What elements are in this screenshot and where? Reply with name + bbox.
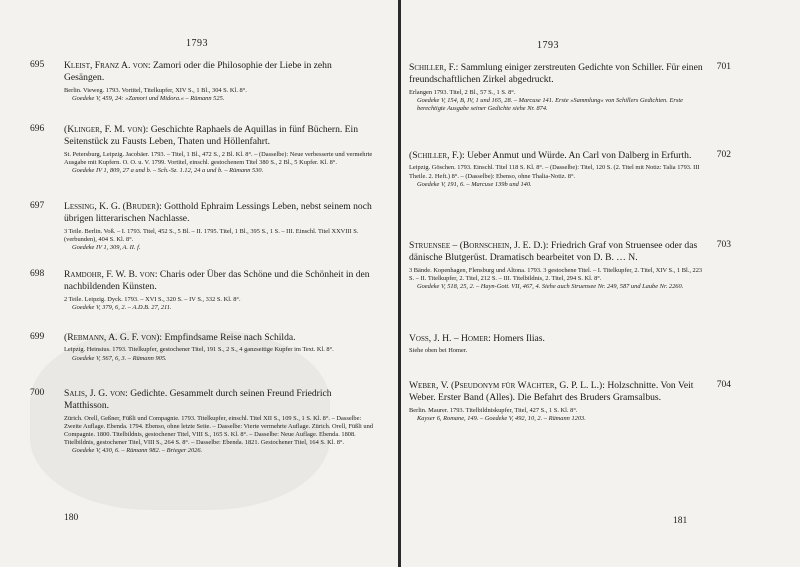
bibliography-entry [30,269,374,312]
entry-detail: Berlin. Vieweg. 1793. Vortitel, Titelkupfer, XIV S., 1 Bl., 304 S. Kl. 8°. [64,86,247,94]
bibliography-entry [409,333,705,356]
left-page [0,0,398,567]
entry-number: 702 [716,150,731,160]
bibliography-entry [30,201,374,252]
entry-author: Schiller, F.: [409,62,459,73]
entry-title: Friedrich Graf von Struensee oder das dänische Blutgerüst. Dramatisch bearbeitet von D. B. … N. [409,240,698,264]
entry-title: Charis oder Über das Schöne und die Schönheit in den nachbildenden Künsten. [64,269,370,293]
left-page-number: 180 [64,513,79,523]
entry-reference: Goedeke V, 379, 6, 2. – A.D.B. 27, 211. [72,303,172,311]
entry-author: Ramdohr, F. W. B. von: [64,269,158,280]
entry-reference: Goedeke V, 567, 6, 3. – Rümann 905. [72,354,167,362]
entry-title: Zamori oder die Philosophie der Liebe in zehn Gesängen. [64,60,332,84]
entry-author: Lessing, K. G. (Bruder): [64,201,162,212]
entry-reference: Goedeke V, 518, 25, 2. – Hayn-Gott. VII, 467, 4. Siehe auch Struensee Nr. 249, 587 und Laube Nr. 2260. [417,283,684,290]
right-page [401,0,800,567]
bibliography-entry [30,388,374,455]
entry-author: (Schiller, F.): [409,150,465,161]
entry-detail: St. Petersburg, Leipzig. Jacobäer. 1793. – Titel, 1 Bl., 472 S., 2 Bl. Kl. 8°. – (Dasselbe): Neue verbesserte und vermehrte Ausgabe mit Kupfern. O. O. u. V. 1799. Vortitel, einschl. gestochenem Titel 380 S., 2 Bl., 5 Kupfer. Kl. 8°. [64,150,373,166]
right-page-number: 181 [673,516,688,526]
entry-detail: Leipzig. Heinsius. 1793. Titelkupfer, gestochener Titel, 191 S., 2 S., 4 ganzseitige Kupfer im Text. Kl. 8°. [64,346,334,354]
entry-title: Gotthold Ephraim Lessings Leben, nebst seinem noch übrigen litterarischen Nachlasse. [64,201,372,225]
right-page-year: 1793 [537,40,559,51]
entry-reference: Goedeke V, 154, B, IV, 1 und 165, 28. – Marcuse 141. Erste »Sammlung« von Schillers Gedichten. Erste berechtigte Ausgabe seiner Gedichte siehe Nr. 874. [417,96,683,112]
entry-author: (Klinger, F. M. von): [64,124,149,135]
entry-title: Gedichte. Gesammelt durch seinen Freund Friedrich Matthisson. [64,388,332,412]
entry-detail: Erlangen 1793. Titel, 2 Bl., 57 S., 1 S. 8°. [409,88,516,96]
entry-detail: Siehe oben bei Homer. [409,347,468,355]
entry-title: Empfindsame Reise nach Schilda. [164,332,296,343]
entry-author: Weber, V. (Pseudonym für Wächter, G. P. L. L.): [409,380,605,391]
entry-reference: Goedeke V, 191, 6. – Marcuse 139b und 140. [417,180,532,188]
entry-number: 695 [30,60,45,70]
entry-author: Struensee – (Bornschein, J. E. D.): [409,240,549,251]
bibliography-entry [30,60,374,103]
entry-detail: 2 Teile. Leipzig. Dyck. 1793. – XVI S., 320 S. – IV S., 332 S. Kl. 8°. [64,295,241,303]
bibliography-entry [409,150,731,189]
entry-author: Voss, J. H. – Homer: [409,333,491,344]
entry-title: Ueber Anmut und Würde. An Carl von Dalberg in Erfurth. [467,150,692,161]
entry-number: 696 [30,124,45,134]
entry-title: Holzschnitte. Von Veit Weber. Erster Band (Alles). Die Befahrt des Bruders Gramsalbus. [409,380,694,404]
bibliography-entry [30,332,374,363]
bibliography-entry [409,240,731,291]
entry-number: 698 [30,269,45,279]
entry-reference: Goedeke V, 430, 6. – Rümann 982. – Brieger 2026. [72,447,203,455]
bibliography-entry [409,380,731,423]
bibliography-entry [30,124,374,175]
bibliography-entry [409,62,731,113]
entry-detail: 3 Teile. Berlin. Voß. – I. 1793. Titel, 452 S., 5 Bl. – II. 1795. Titel, 1 Bl., 395 S., 1 S. – III. Einschl. Titel XXVIII S. (verbunden), 404 S. Kl. 8°. [64,227,359,243]
entry-reference: Goedeke V, 459, 24: »Zamori und Midora.« – Rümann 525. [72,94,225,102]
entry-reference: Kayser 6, Romane, 149. – Goedeke V, 492, 10, 2. – Rümann 1203. [417,414,586,422]
entry-detail: 3 Bände. Kopenhagen, Flensburg und Altona. 1793. 3 gestochene Titel. – I. Titelkupfer, 2. Titel, XIV S., 1 Bl., 223 S. – II. Titelkupfer, 2. Titel, 212 S. – III. Titelbildnis, 2. Titel, 294 S. Kl. 8°. [409,266,703,282]
entry-reference: Goedeke IV 1, 809, 27 a und b. – Sch.-Sz. 1.12, 24 a und b. – Rümann 530. [72,167,264,174]
entry-author: (Rebmann, A. G. F. von): [64,332,163,343]
entry-number: 703 [716,240,731,250]
entry-author: Salis, J. G. von: [64,388,128,399]
entry-number: 704 [716,380,731,390]
entry-detail: Leipzig. Göschen. 1793. Einschl. Titel 118 S. Kl. 8°. – (Dasselbe): Titel, 120 S. (2. Titel mit Notiz: Talia 1793. III Theile. 2. Heft.) 8°. – (Dasselbe): Ebenso, ohne Thalia-Notiz. 8°. [409,164,700,180]
entry-detail: Zürich. Orell, Geßner, Füßli und Compagnie. 1793. Titelkupfer, einschl. Titel XII S., 109 S., 1 S. Kl. 8°. – Dasselbe: Zweite Auflage. Ebenda. 1794. Ebenso, ohne letzte Seite. – Dasselbe: Vierte vermehrte Auflage. Zürich. Orell, Füßli und Compagnie. 1800. Titelbildnis, gestochener Titel, VIII S., 165 S. Kl. 8°. – Dasselbe: Neue Auflage. Ebenda. 1808. Titelbildnis, gestochener Titel, VIII S., 264 S. 8°. – Dasselbe: Ebenda. 1821. Gestochener Titel, 164 S. Kl. 8°. [64,414,373,447]
entry-number: 701 [716,62,731,72]
entry-number: 700 [30,388,45,398]
entry-title: Geschichte Raphaels de Aquillas in fünf Büchern. Ein Seitenstück zu Fausts Leben, Thaten und Höllenfahrt. [64,124,358,148]
left-page-year: 1793 [186,38,208,49]
entry-title: Homers Ilias. [493,333,545,344]
entry-number: 697 [30,201,45,211]
entry-detail: Berlin. Maurer. 1793. Titelbildniskupfer, Titel, 427 S., 1 S. Kl. 8°. [409,406,578,414]
entry-number: 699 [30,332,45,342]
entry-title: Sammlung einiger zerstreuten Gedichte von Schiller. Für einen freundschaftlichen Zirkel abgedruckt. [409,62,703,86]
entry-reference: Goedeke IV 1, 309, A. II. f. [72,244,141,251]
entry-author: Kleist, Franz A. von: [64,60,151,71]
